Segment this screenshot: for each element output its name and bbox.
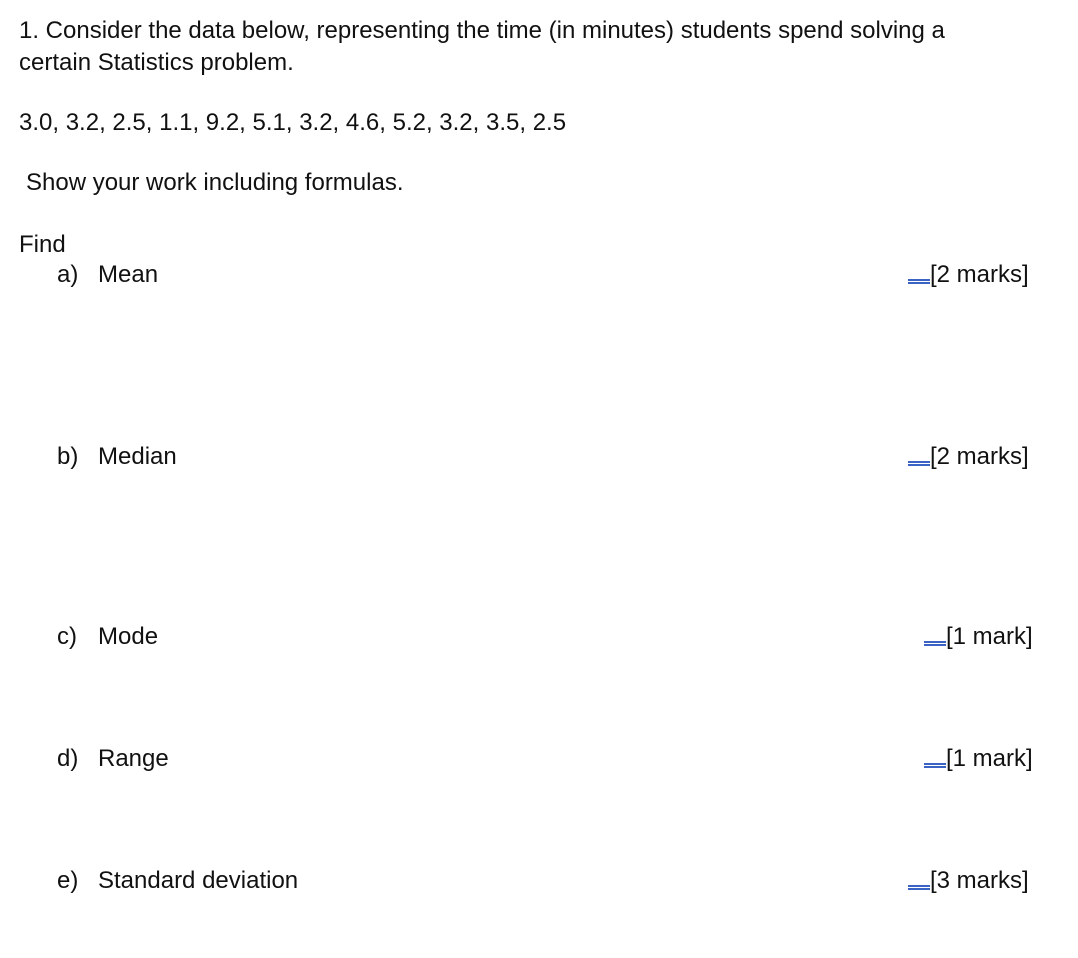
mark-rule [924, 763, 946, 768]
marks-indicator [924, 621, 1033, 653]
part-label: Mean [98, 261, 159, 288]
mark-rule [924, 641, 946, 646]
part-label: Median [98, 443, 177, 470]
mark-rule [908, 279, 930, 284]
marks-indicator [924, 743, 1033, 775]
part-label: Standard deviation [98, 867, 299, 894]
marks-text: [3 marks] [930, 867, 1029, 894]
part-letter: c) [57, 623, 77, 650]
question-line-2: certain Statistics problem. [19, 49, 294, 76]
mark-rule [908, 461, 930, 466]
question-line-1: 1. Consider the data below, representing the time (in minutes) students spend solving a [19, 17, 945, 44]
marks-text: [1 mark] [946, 623, 1033, 650]
part-letter: a) [57, 261, 79, 288]
marks-text: [2 marks] [930, 261, 1029, 288]
marks-indicator [908, 865, 1029, 897]
part-letter: b) [57, 443, 79, 470]
data-values: 3.0, 3.2, 2.5, 1.1, 9.2, 5.1, 3.2, 4.6, 5.2, 3.2, 3.5, 2.5 [19, 109, 567, 136]
instruction: Show your work including formulas. [26, 169, 404, 196]
mark-rule [908, 885, 930, 890]
marks-text: [1 mark] [946, 745, 1033, 772]
part-letter: d) [57, 745, 79, 772]
marks-indicator [908, 259, 1029, 291]
part-label: Range [98, 745, 169, 772]
find-label: Find [19, 231, 66, 258]
part-label: Mode [98, 623, 159, 650]
part-letter: e) [57, 867, 79, 894]
marks-text: [2 marks] [930, 443, 1029, 470]
marks-indicator [908, 441, 1029, 473]
